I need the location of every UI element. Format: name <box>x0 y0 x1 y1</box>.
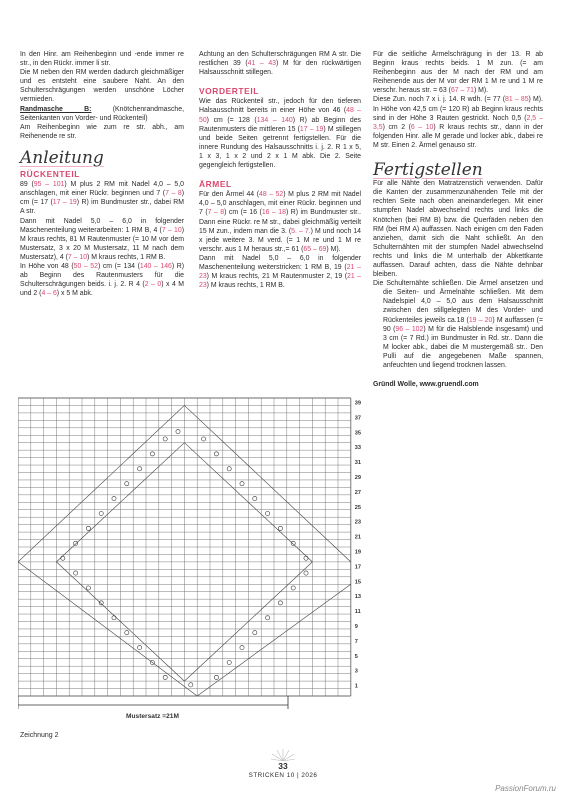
text: Achtung an den Schulterschrägungen RM A str. Die restlichen 39 ( <box>199 51 361 68</box>
text-column-1 <box>20 50 184 298</box>
text: ) M und noch 14 x jede weitere 3. M verd. (= 1 M re und 1 M re verschr. aus 1 M heraus str.,= 61 ( <box>199 227 362 253</box>
purl-circle <box>150 452 154 456</box>
text: ) R) im Bundmuster str., dabei RM A str. <box>20 199 184 216</box>
text: Dann mit Nadel 5,0 – 6,0 in folgender Maschenenteilung weiterarbeiten: 1 RM B, 4 ( <box>20 217 184 234</box>
text: Die Schulternähte schließen. Die Ärmel ansetzen und die Seiten- und Ärmelnähte schließen. Mit dem Nadelspiel 4,0 – 5,0 aus dem Halsausschnitt zwischen den stillgelegten M des Vorder- und Rückenteiles jeweils ca.18 ( <box>373 280 543 324</box>
size-value: 65 – 69 <box>303 245 327 253</box>
diagonal-line <box>184 405 350 561</box>
text: Diese Zun. noch 7 x i. j. 14. R wdh. (= 77 ( <box>373 96 506 104</box>
size-value: 2,5 – 3,5 <box>373 114 543 131</box>
text: ) M). <box>326 245 341 253</box>
purl-circle <box>125 631 129 635</box>
paragraph <box>20 262 184 298</box>
size-value: 48 – 50 <box>199 107 361 124</box>
purl-circle <box>253 496 257 500</box>
purl-circle <box>227 660 231 664</box>
text: Für den Ärmel 44 ( <box>199 191 259 199</box>
size-value: 48 – 52 <box>259 191 284 199</box>
size-value: 21 – 23 <box>199 263 361 281</box>
text: ) cm (= 16 ( <box>224 209 262 217</box>
size-value: 140 – 146 <box>139 262 172 270</box>
paragraph <box>199 50 361 77</box>
text-column-2 <box>199 50 361 290</box>
paragraph: Am Reihenbeginn wie zum re str. abh., am Reihenende re str. <box>20 123 184 140</box>
paragraph <box>199 190 361 254</box>
row-label: 37 <box>354 415 362 422</box>
row-label: 23 <box>354 519 362 526</box>
purl-circle <box>125 482 129 486</box>
purl-circle <box>240 645 244 649</box>
purl-circle <box>176 429 180 433</box>
page-number: 33 <box>278 761 288 771</box>
purl-circle <box>86 586 90 590</box>
paragraph <box>199 97 361 170</box>
purl-circle <box>163 675 167 679</box>
text: Für die seitliche Ärmelschrägung in der 13. R ab Beginn kraus rechts beids. 1 M zun. (= am Reihenbeginn aus der M nach der RM und am Reihenende aus der M vor der RM 1 M re und 1 M re verschr. heraus str. = 63 ( <box>373 51 543 95</box>
purl-circle <box>291 586 295 590</box>
purl-circle <box>138 645 142 649</box>
row-label: 3 <box>354 668 358 675</box>
text: ) M). <box>473 87 489 95</box>
size-value: 19 – 20 <box>468 316 493 324</box>
paragraph <box>199 254 361 290</box>
section-title-aermel: ÄRMEL <box>199 179 232 190</box>
purl-circle <box>138 467 142 471</box>
text: ) x 4 M und 2 ( <box>20 281 185 298</box>
purl-circle <box>99 601 103 605</box>
row-label: 17 <box>354 564 362 571</box>
row-label: 31 <box>354 460 362 467</box>
size-value: 41 – 43 <box>247 60 276 68</box>
row-label: 35 <box>354 430 362 437</box>
size-value: 7 – 8 <box>165 190 182 198</box>
knitting-chart <box>18 393 368 738</box>
purl-circle <box>61 556 65 560</box>
purl-circle <box>278 601 282 605</box>
chart-caption: Zeichnung 2 <box>20 732 59 739</box>
size-value: 17 – 19 <box>52 199 77 207</box>
paragraph <box>20 217 184 262</box>
purl-circle <box>189 683 193 687</box>
size-value: 81 – 85 <box>505 96 529 104</box>
size-value: 134 – 140 <box>256 116 293 124</box>
size-value: 6 – 10 <box>410 123 434 131</box>
purl-circle <box>266 511 270 515</box>
section-title-rueckenteil: RÜCKENTEIL <box>20 169 80 180</box>
row-label: 25 <box>354 504 362 511</box>
row-label: 9 <box>354 623 358 630</box>
purl-circle <box>304 571 308 575</box>
text: ) M für die Halsblende insgesamt) und 3 cm (= 7 Rd.) im Bundmuster in Rd. str.. Dann die M locker abk., dabei die M mustergemäß str.. Den Pulli auf die angegebenen Maße spannen, anfeuchten und liegend trocknen lassen. <box>383 325 543 369</box>
size-value: 95 – 101 <box>33 181 65 189</box>
text: ) M kraus rechts, 21 M Rautenmuster 2, 19 ( <box>206 273 348 281</box>
row-label: 39 <box>354 400 362 407</box>
text: ) M kraus rechts, 1 RM B. <box>206 282 285 290</box>
text: ) M plus 2 RM mit Nadel 4,0 – 5,0 anschlagen, mit einer Rückr. beginnen und 7 ( <box>199 191 361 217</box>
purl-circle <box>163 437 167 441</box>
paragraph <box>373 279 543 370</box>
text: ) cm (= 128 ( <box>206 116 257 124</box>
text: Dann mit Nadel 5,0 – 6,0 in folgender Maschenenteilung weiterstricken: 1 RM B, 19 ( <box>199 254 361 271</box>
purl-circle <box>214 675 218 679</box>
magazine-issue: STRICKEN 10 | 2026 <box>248 772 318 779</box>
size-value: 2 – 0 <box>144 281 162 289</box>
purl-circle <box>227 467 231 471</box>
paragraph: Die M neben den RM werden dadurch gleichmäßiger und es entsteht eine saubere Naht. An den Schulterschrägungen werden unschöne Löcher vermieden. <box>20 69 184 104</box>
size-value: 7 – 8 <box>207 209 225 217</box>
text: ) R kraus rechts str., dann in der folgenden Hinr. alle M gerade und locker abk., dabei re M str. Einen 2. Ärmel genauso str. <box>373 123 543 149</box>
section-title-vorderteil: VORDERTEIL <box>199 86 259 97</box>
credit-line: Gründl Wolle, www.gruendl.com <box>373 381 479 389</box>
text: ) x 5 M abk. <box>56 290 93 298</box>
size-value: 4 – 6 <box>41 290 57 298</box>
size-value: 7 – 10 <box>161 226 182 234</box>
row-label: 15 <box>354 579 362 586</box>
text: In Höhe von 48 ( <box>20 262 74 270</box>
paragraph <box>373 50 543 95</box>
row-label: 1 <box>354 683 358 690</box>
purl-circle <box>112 496 116 500</box>
text: ) cm (= 134 ( <box>97 262 140 270</box>
purl-circle <box>202 437 206 441</box>
chart-row-labels <box>355 400 361 689</box>
purl-circle <box>253 631 257 635</box>
paragraph <box>20 180 184 216</box>
paragraph <box>20 105 184 123</box>
paragraph: Für alle Nähte den Matratzenstich verwenden. Dafür die Kanten der zusammenzunähenden Teile mit der rechten Seite nach oben aneinanderlegen. Mit einer stumpfen Nadel abwechselnd rechts und links die Knötchen (bei RM B) bzw. die Querfäden neben den RM (bei RM A) auffassen. Nach einigen cm den Faden anziehen, damit sich die Naht schließt. An den Schulternähten mit der stumpfen Nadel abwechselnd rechts und links die M unterhalb der Abkettkante auffassen. Darauf achten, dass die Nähte dehnbar bleiben. <box>373 180 543 279</box>
row-label: 13 <box>354 594 362 601</box>
purl-circle <box>74 571 78 575</box>
text: ) M). In Höhe von 42,5 cm (= 120 R) ab Beginn kraus rechts sind in der Höhe 3 Rauten gestrickt. Noch 0,5 ( <box>373 96 543 122</box>
text: ) M kraus rechts, 1 RM B. <box>87 253 166 261</box>
text: ) M für den rückwärtigen Halsausschnitt stillegen. <box>199 60 362 77</box>
text: ) cm 2 ( <box>382 123 411 131</box>
size-value: 16 – 18 <box>261 209 286 217</box>
randmasche-b-title: Randmasche B: <box>20 105 92 113</box>
purl-circle <box>112 616 116 620</box>
row-label: 5 <box>354 653 358 660</box>
row-label: 33 <box>354 445 362 452</box>
text: ) M stillegen und beide Seiten getrennt fertigstellen. Für die innere Rundung des Halsausschnitts i. j. 2. R 1 x 5, 1 x 3, 1 x 2 und 2 x 1 M abk. Die 2. Seite gegengleich fertigstellen. <box>199 125 361 170</box>
text: ) cm (= 17 ( <box>20 190 185 207</box>
text: ) M auffassen (= 90 ( <box>383 316 544 333</box>
paragraph: In den Hinr. am Reihenbeginn und -ende immer re str., in den Rückr. immer li str. <box>20 51 184 68</box>
size-value: 5. – 7. <box>291 227 311 235</box>
row-label: 11 <box>354 609 361 616</box>
row-label: 27 <box>354 489 362 496</box>
purl-circle <box>86 526 90 530</box>
watermark: PassionForum.ru <box>495 784 556 793</box>
purl-circle <box>99 511 103 515</box>
diagonal-line <box>18 405 184 561</box>
sunburst-ornament-icon <box>271 749 295 761</box>
randmasche-b-text: (Knötchenrandmasche, Seitenkanten von Vorder- und Rückenteil) <box>20 105 184 122</box>
size-value: 50 – 52 <box>73 262 98 270</box>
row-label: 7 <box>354 638 358 645</box>
fertigstellen-heading: Fertigstellen <box>373 160 483 181</box>
paragraph <box>373 95 543 150</box>
purl-circle <box>214 452 218 456</box>
size-value: 96 – 102 <box>395 325 424 333</box>
purl-circle <box>291 541 295 545</box>
row-label: 21 <box>354 534 362 541</box>
purl-circle <box>278 526 282 530</box>
text: Wie das Rückenteil str., jedoch für den tieferen Halsausschnitt bereits in einer Höhe von 46 ( <box>199 98 361 115</box>
text: ) R) ab Beginn des Rautenmusters die mittleren 15 ( <box>199 116 361 133</box>
size-value: 67 – 71 <box>450 87 474 95</box>
purl-circle <box>74 541 78 545</box>
purl-circle <box>266 616 270 620</box>
text: ) R) im Bundmuster str.. Dann eine Rückr. re M str., dabei gleichmäßig verteilt 15 M zun., indem man die 3. ( <box>199 209 362 235</box>
size-value: 21 – 23 <box>199 273 361 290</box>
anleitung-heading: Anleitung <box>20 147 104 168</box>
purl-circle <box>240 482 244 486</box>
purl-circle <box>304 556 308 560</box>
row-label: 29 <box>354 474 362 481</box>
size-value: 7 – 10 <box>67 253 88 261</box>
text: ) M plus 2 RM mit Nadel 4,0 – 5,0 anschlagen, mit einer Rückr. beginnen und 7 ( <box>20 181 185 198</box>
text-column-3 <box>373 50 543 389</box>
row-label: 19 <box>354 549 362 556</box>
mustersatz-label: Mustersatz =21M <box>126 713 179 720</box>
text: 89 ( <box>20 181 34 189</box>
text: ) M kraus rechts, 81 M Rautenmuster (= 10 M vor dem Mustersatz, 3 x 20 M Mustersatz, 11 M nach dem Mustersatz), 4 ( <box>20 226 184 261</box>
text: ) R) ab Beginn des Rautenmusters für die Schulterschrägungen beids. i. j. 2. R 4 ( <box>20 262 185 289</box>
size-value: 17 – 19 <box>299 125 324 133</box>
